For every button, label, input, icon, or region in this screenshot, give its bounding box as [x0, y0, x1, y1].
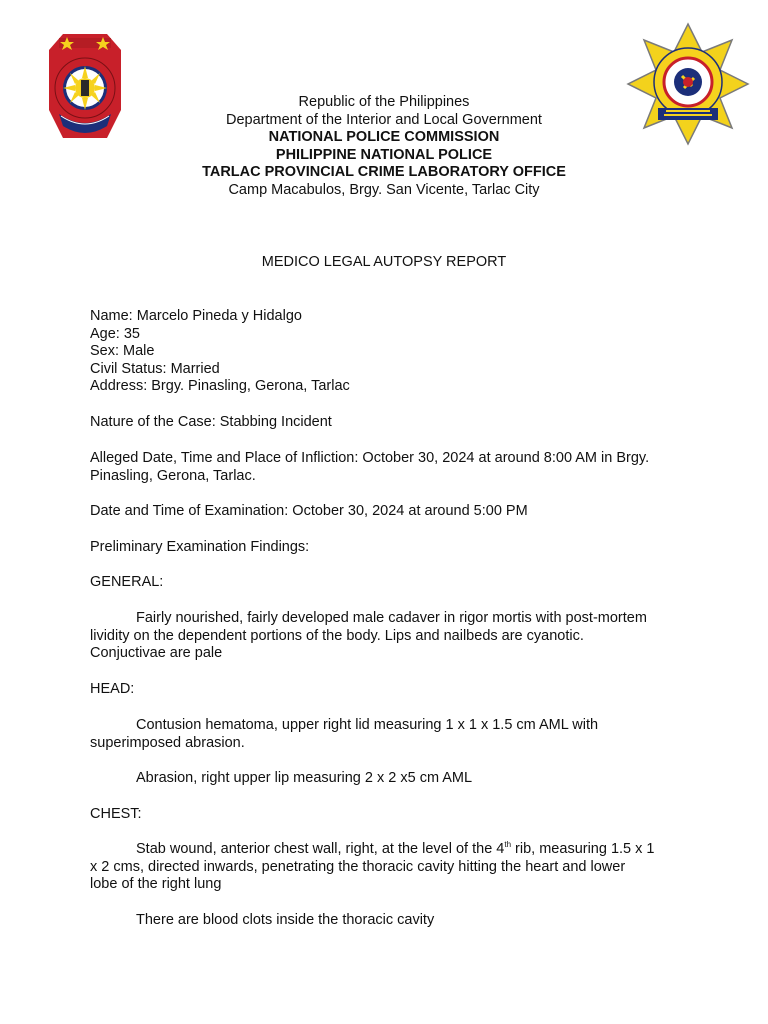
chest-finding-1-line-2: x 2 cms, directed inwards, penetrating the thoracic cavity hitting the heart and lower	[90, 858, 626, 875]
examination-datetime-text: Date and Time of Examination: October 30, 2024 at around 5:00 PM	[90, 503, 528, 519]
alleged-line-1: Alleged Date, Time and Place of Infliction: October 30, 2024 at around 8:00 AM in Brgy.	[90, 450, 650, 466]
letterhead-pnp: PHILIPPINE NATIONAL POLICE	[275, 146, 493, 163]
head-finding-2	[90, 770, 690, 788]
head-finding-1-line-2: superimposed abrasion.	[90, 734, 245, 751]
chest-finding-1-ordinal: th	[504, 840, 512, 849]
general-findings	[90, 610, 690, 663]
chest-finding-2-text: There are blood clots inside the thoracic cavity	[136, 912, 435, 928]
subject-age: Age: 35	[90, 325, 140, 342]
letterhead-napolcom: NATIONAL POLICE COMMISSION	[268, 129, 500, 145]
chest-section	[90, 806, 690, 824]
general-section	[90, 574, 690, 592]
general-line-3: Conjuctivae are pale	[90, 645, 223, 661]
chest-finding-1-line-3: lobe of the right lung	[90, 876, 222, 892]
chest-finding-1-line-1	[90, 841, 690, 859]
report-title: MEDICO LEGAL AUTOPSY REPORT	[261, 254, 507, 270]
preliminary-heading: Preliminary Examination Findings:	[90, 539, 310, 555]
head-section	[90, 681, 690, 699]
chest-heading: CHEST:	[90, 806, 142, 822]
chest-finding-1-post: rib, measuring 1.5 x 1	[511, 841, 655, 857]
alleged-infliction	[90, 450, 690, 485]
chest-finding-1	[90, 841, 690, 894]
head-finding-1-line-1: Contusion hematoma, upper right lid measuring 1 x 1 x 1.5 cm AML with	[136, 717, 599, 733]
subject-sex: Sex: Male	[90, 343, 155, 359]
head-finding-2-text: Abrasion, right upper lip measuring 2 x 2 x5 cm AML	[136, 770, 473, 786]
general-line-2: lividity on the dependent portions of the body. Lips and nailbeds are cyanotic.	[90, 627, 584, 644]
nature-of-case	[90, 414, 690, 432]
letterhead-address: Camp Macabulos, Brgy. San Vicente, Tarlac City	[228, 181, 540, 198]
chest-finding-2	[90, 912, 690, 930]
letterhead	[0, 94, 768, 199]
head-heading: HEAD:	[90, 681, 135, 697]
letterhead-office: TARLAC PROVINCIAL CRIME LABORATORY OFFICE	[202, 164, 566, 180]
chest-finding-1-pre: Stab wound, anterior chest wall, right, at the level of the 4	[136, 841, 505, 857]
letterhead-department: Department of the Interior and Local Government	[226, 111, 542, 128]
general-heading: GENERAL:	[90, 574, 164, 590]
head-finding-1	[90, 717, 690, 752]
alleged-line-2: Pinasling, Gerona, Tarlac.	[90, 467, 256, 484]
subject-civil-status: Civil Status: Married	[90, 360, 220, 377]
subject-address: Address: Brgy. Pinasling, Gerona, Tarlac	[90, 378, 350, 394]
nature-of-case-text: Nature of the Case: Stabbing Incident	[90, 414, 332, 430]
subject-name: Name: Marcelo Pineda y Hidalgo	[90, 308, 302, 324]
general-line-1: Fairly nourished, fairly developed male cadaver in rigor mortis with post-mortem	[136, 610, 647, 626]
preliminary-findings	[90, 539, 690, 557]
examination-datetime	[90, 503, 690, 521]
letterhead-republic: Republic of the Philippines	[298, 94, 470, 110]
subject-details	[90, 308, 690, 396]
